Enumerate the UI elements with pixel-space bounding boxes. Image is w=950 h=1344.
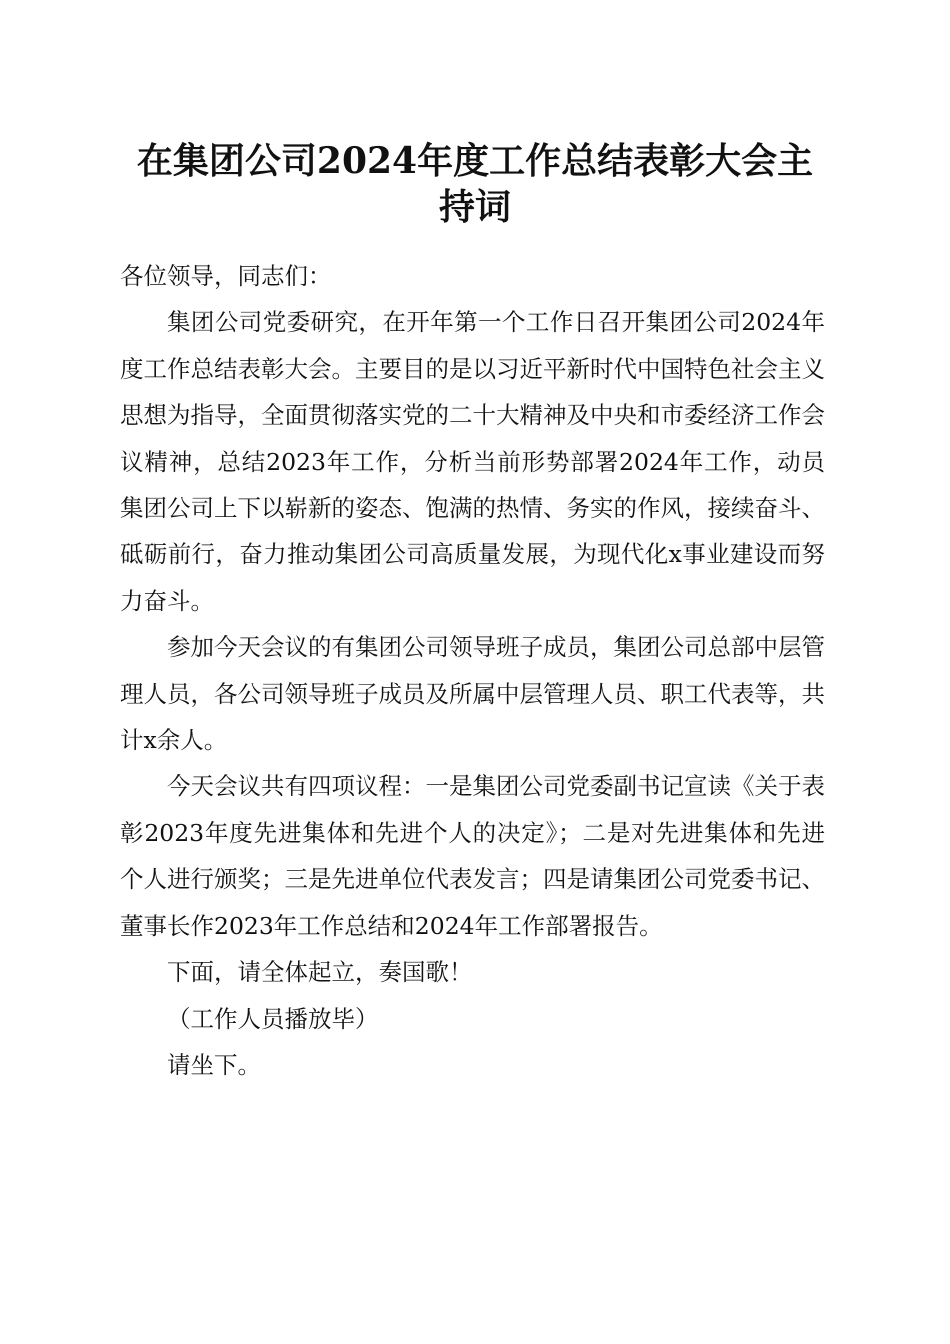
paragraph-agenda: 今天会议共有四项议程：一是集团公司党委副书记宣读《关于表彰2023年度先进集体和先进个人的决定》；二是对先进集体和先进个人进行颁奖；三是先进单位代表发言；四是请集团公司党委书记、董事长作2023年工作总结和2024年工作部署报告。 [120, 772, 825, 940]
paragraph-staff-note: （工作人员播放毕） [167, 1004, 379, 1033]
document-title: 在集团公司2024年度工作总结表彰大会主持词 [136, 140, 814, 228]
paragraph-attendees: 参加今天会议的有集团公司领导班子成员，集团公司总部中层管理人员，各公司领导班子成员及所属中层管理人员、职工代表等，共计x余人。 [120, 633, 825, 755]
paragraph-meeting-purpose: 集团公司党委研究，在开年第一个工作日召开集团公司2024年度工作总结表彰大会。主要目的是以习近平新时代中国特色社会主义思想为指导，全面贯彻落实党的二十大精神及中央和市委经济工作会议精神，总结2023年工作，分析当前形势部署2024年工作，动员集团公司上下以崭新的姿态、饱满的热情、务实的作风，接续奋斗、砥砺前行，奋力推动集团公司高质量发展，为现代化x事业建设而努力奋斗。 [120, 308, 825, 615]
paragraph-be-seated: 请坐下。 [167, 1050, 261, 1079]
salutation: 各位领导，同志们： [120, 262, 332, 290]
document-body [120, 253, 825, 1088]
paragraph-national-anthem: 下面，请全体起立，奏国歌！ [167, 958, 473, 987]
